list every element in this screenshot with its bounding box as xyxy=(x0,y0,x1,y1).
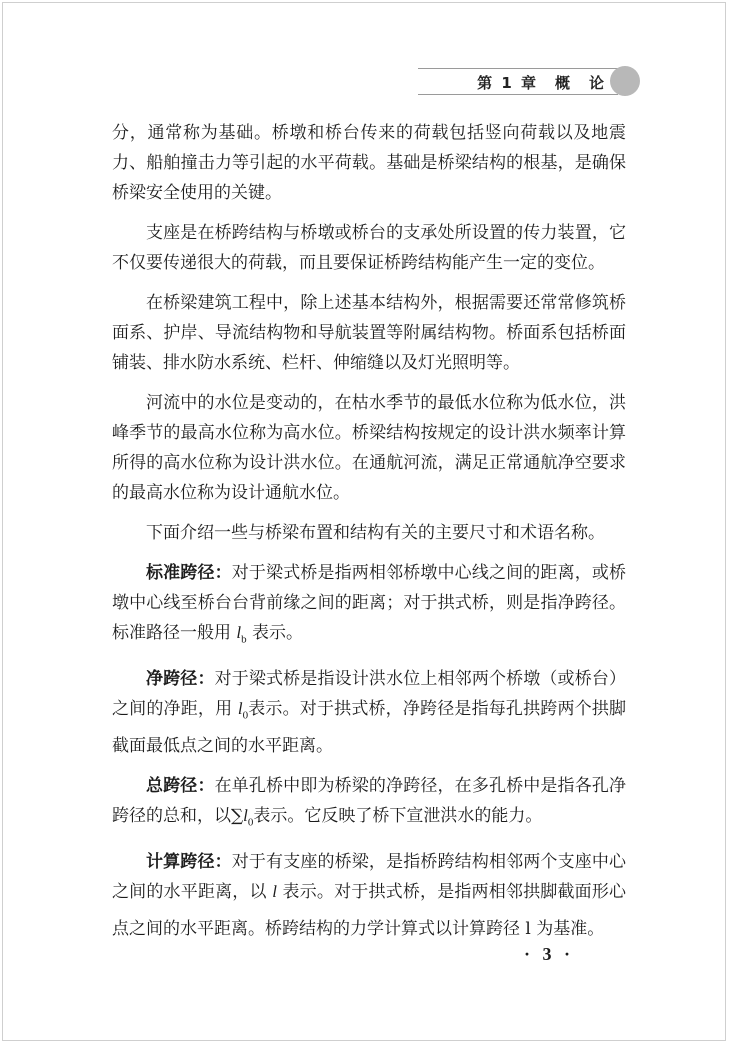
term-label: 净跨径： xyxy=(146,669,215,690)
paragraph-water-level: 河流中的水位是变动的，在枯水季节的最低水位称为低水位，洪峰季节的最高水位称为高水位。桥梁结构按规定的设计洪水频率计算所得的高水位称为设计洪水位。在通航河流，满足正常通航净空要求的最高水位称为设计通航水位。 xyxy=(112,393,626,503)
paragraph-auxiliary: 在桥梁建筑工程中，除上述基本结构外，根据需要还常常修筑桥面系、护岸、导流结构物和导航装置等附属结构物。桥面系包括桥面铺装、排水防水系统、栏杆、伸缩缝以及灯光照明等。 xyxy=(112,293,626,373)
term-text-after: 表示。 xyxy=(246,623,304,643)
term-text: 对于有支座的桥梁，是指桥跨结构相邻两个支座中心之间的水平距离，以 xyxy=(112,852,627,903)
paragraph-bearing: 支座是在桥跨结构与桥墩或桥台的支承处所设置的传力装置，它不仅要传递很大的荷载，而且要保证桥跨结构能产生一定的变位。 xyxy=(112,223,626,273)
chapter-title: 第 1 章 概 论 xyxy=(477,74,606,92)
term-text-after: 表示。它反映了桥下宣泄洪水的能力。 xyxy=(253,805,543,826)
term-standard-span xyxy=(112,558,626,654)
term-label: 标准跨径： xyxy=(146,563,232,583)
paragraph-foundation: 分，通常称为基础。桥墩和桥台传来的荷载包括竖向荷载以及地震力、船舶撞击力等引起的水平荷载。基础是桥梁结构的根基，是确保桥梁安全使用的关键。 xyxy=(112,123,626,203)
symbol-l: l xyxy=(272,882,277,902)
term-text: 在单孔桥中即为桥梁的净跨径，在多孔桥中是指各孔净跨径的总和，以∑ xyxy=(112,775,627,826)
term-text: 对于梁式桥是指两相邻桥墩中心线之间的距离，或桥墩中心线至桥台台背前缘之间的距离；对于拱式桥，则是指净跨径。标准路径一般用 xyxy=(112,563,627,643)
header-disc-ornament xyxy=(610,66,640,96)
header-rule-top xyxy=(418,68,618,69)
paragraph-intro-terms: 下面介绍一些与桥梁布置和结构有关的主要尺寸和术语名称。 xyxy=(146,523,605,543)
term-label: 计算跨径： xyxy=(146,852,232,873)
term-text-after: 表示。对于拱式桥，是指两相邻拱脚截面形心点之间的水平距离。桥跨结构的力学计算式以计算跨径 l 为基准。 xyxy=(112,882,627,939)
term-total-span xyxy=(112,771,626,837)
symbol-sum-l0: $l_0$ xyxy=(243,805,254,829)
term-label: 总跨径： xyxy=(146,775,215,796)
term-calculation-span xyxy=(112,847,626,943)
symbol-l0: $l_0$ xyxy=(237,699,249,722)
header-rule-bottom xyxy=(418,94,618,95)
term-text: 对于梁式桥是指设计洪水位上相邻两个桥墩（或桥台）之间的净距，用 xyxy=(112,669,627,720)
running-header xyxy=(418,68,640,96)
term-clear-span xyxy=(112,664,626,760)
symbol-lb: $l_b$ xyxy=(236,623,247,646)
body-text xyxy=(112,118,626,954)
term-text-after: 表示。对于拱式桥，净跨径是指每孔拱跨两个拱脚截面最低点之间的水平距离。 xyxy=(112,699,627,756)
page-number: · 3 · xyxy=(524,944,575,964)
